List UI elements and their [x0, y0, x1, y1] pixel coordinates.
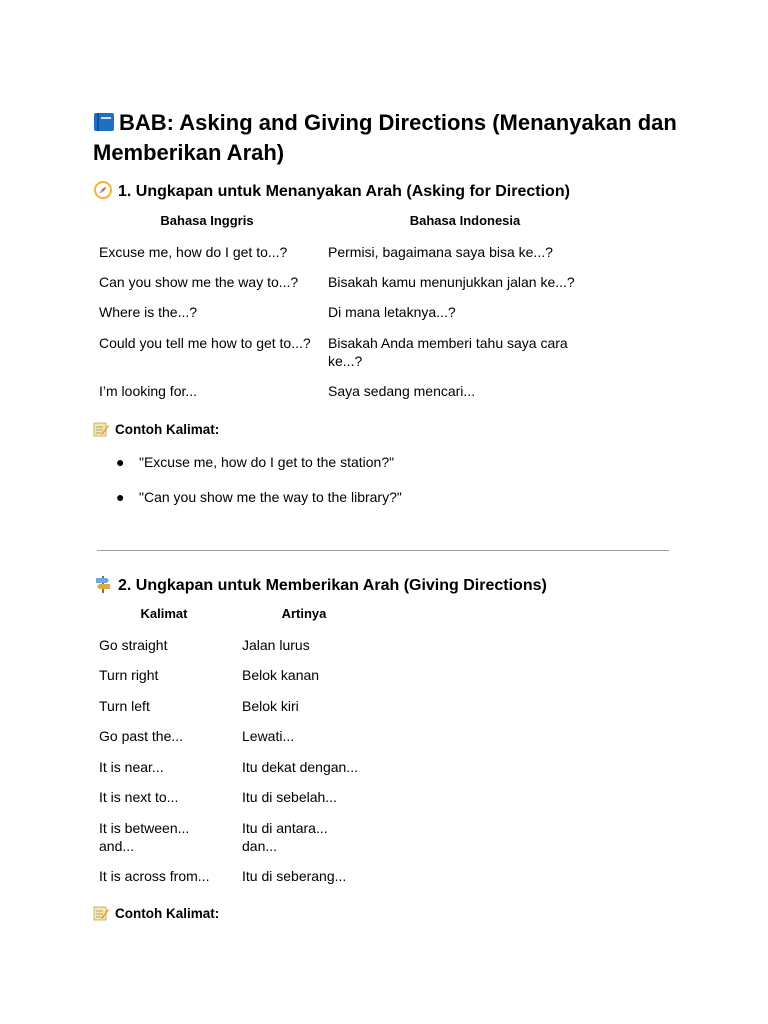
table2-cell-en: Go straight	[99, 637, 168, 653]
table2-cell-en: It is between... and...	[99, 820, 190, 854]
list-item: ● "Excuse me, how do I get to the station?"	[116, 454, 395, 470]
signpost-icon	[93, 574, 113, 594]
horizontal-divider	[97, 550, 669, 551]
table1-cell-en: I’m looking for...	[99, 383, 198, 399]
table2-cell-id: Belok kanan	[242, 667, 320, 683]
table2-cell-en: It is across from...	[99, 868, 210, 884]
bullet-dot: ●	[116, 489, 125, 505]
table2-header-id: Artinya	[281, 606, 327, 621]
table2-cell-id: Belok kiri	[242, 698, 299, 714]
blue-book-icon	[93, 112, 115, 132]
table2-cell-en: It is near...	[99, 759, 164, 775]
list-item: ● "Can you show me the way to the library?"	[116, 489, 402, 505]
table2-cell-en: Turn left	[99, 698, 150, 714]
table1-header-id: Bahasa Indonesia	[409, 213, 521, 228]
table1-header-en: Bahasa Inggris	[160, 213, 254, 228]
section1-heading: 1. Ungkapan untuk Menanyakan Arah (Asking for Direction)	[93, 180, 570, 202]
table2-cell-id: Itu di antara... dan...	[242, 820, 328, 854]
example-label: Contoh Kalimat:	[93, 421, 219, 439]
table2-cell-en: Go past the...	[99, 728, 184, 744]
memo-icon	[93, 421, 109, 437]
table1-cell-en: Can you show me the way to...?	[99, 274, 299, 290]
table1-cell-en: Where is the...?	[99, 304, 198, 320]
table2-cell-id: Lewati...	[242, 728, 295, 744]
table2-cell-id: Itu dekat dengan...	[242, 759, 358, 775]
table1-cell-en: Could you tell me how to get to...?	[99, 335, 311, 351]
table1-cell-id: Bisakah Anda memberi tahu saya cara ke...?	[328, 335, 568, 369]
table1-cell-en: Excuse me, how do I get to...?	[99, 244, 288, 260]
example-label: Contoh Kalimat:	[93, 905, 219, 923]
table2-cell-id: Jalan lurus	[242, 637, 310, 653]
section2-heading: 2. Ungkapan untuk Memberikan Arah (Giving Directions)	[93, 574, 547, 596]
page-title-text: BAB: Asking and Giving Directions (Menanyakan dan Memberikan Arah)	[93, 110, 677, 165]
table1-cell-id: Saya sedang mencari...	[328, 383, 476, 399]
table2-header-en: Kalimat	[140, 606, 188, 621]
table2-cell-en: It is next to...	[99, 789, 179, 805]
table2-cell-id: Itu di sebelah...	[242, 789, 337, 805]
table2-cell-en: Turn right	[99, 667, 159, 683]
table1-cell-id: Bisakah kamu menunjukkan jalan ke...?	[328, 274, 575, 290]
table1-cell-id: Di mana letaknya...?	[328, 304, 456, 320]
bullet-dot: ●	[116, 454, 125, 470]
compass-icon	[93, 180, 113, 200]
table1-cell-id: Permisi, bagaimana saya bisa ke...?	[328, 244, 553, 260]
memo-icon	[93, 905, 109, 921]
page-title	[93, 108, 693, 168]
table2-cell-id: Itu di seberang...	[242, 868, 347, 884]
